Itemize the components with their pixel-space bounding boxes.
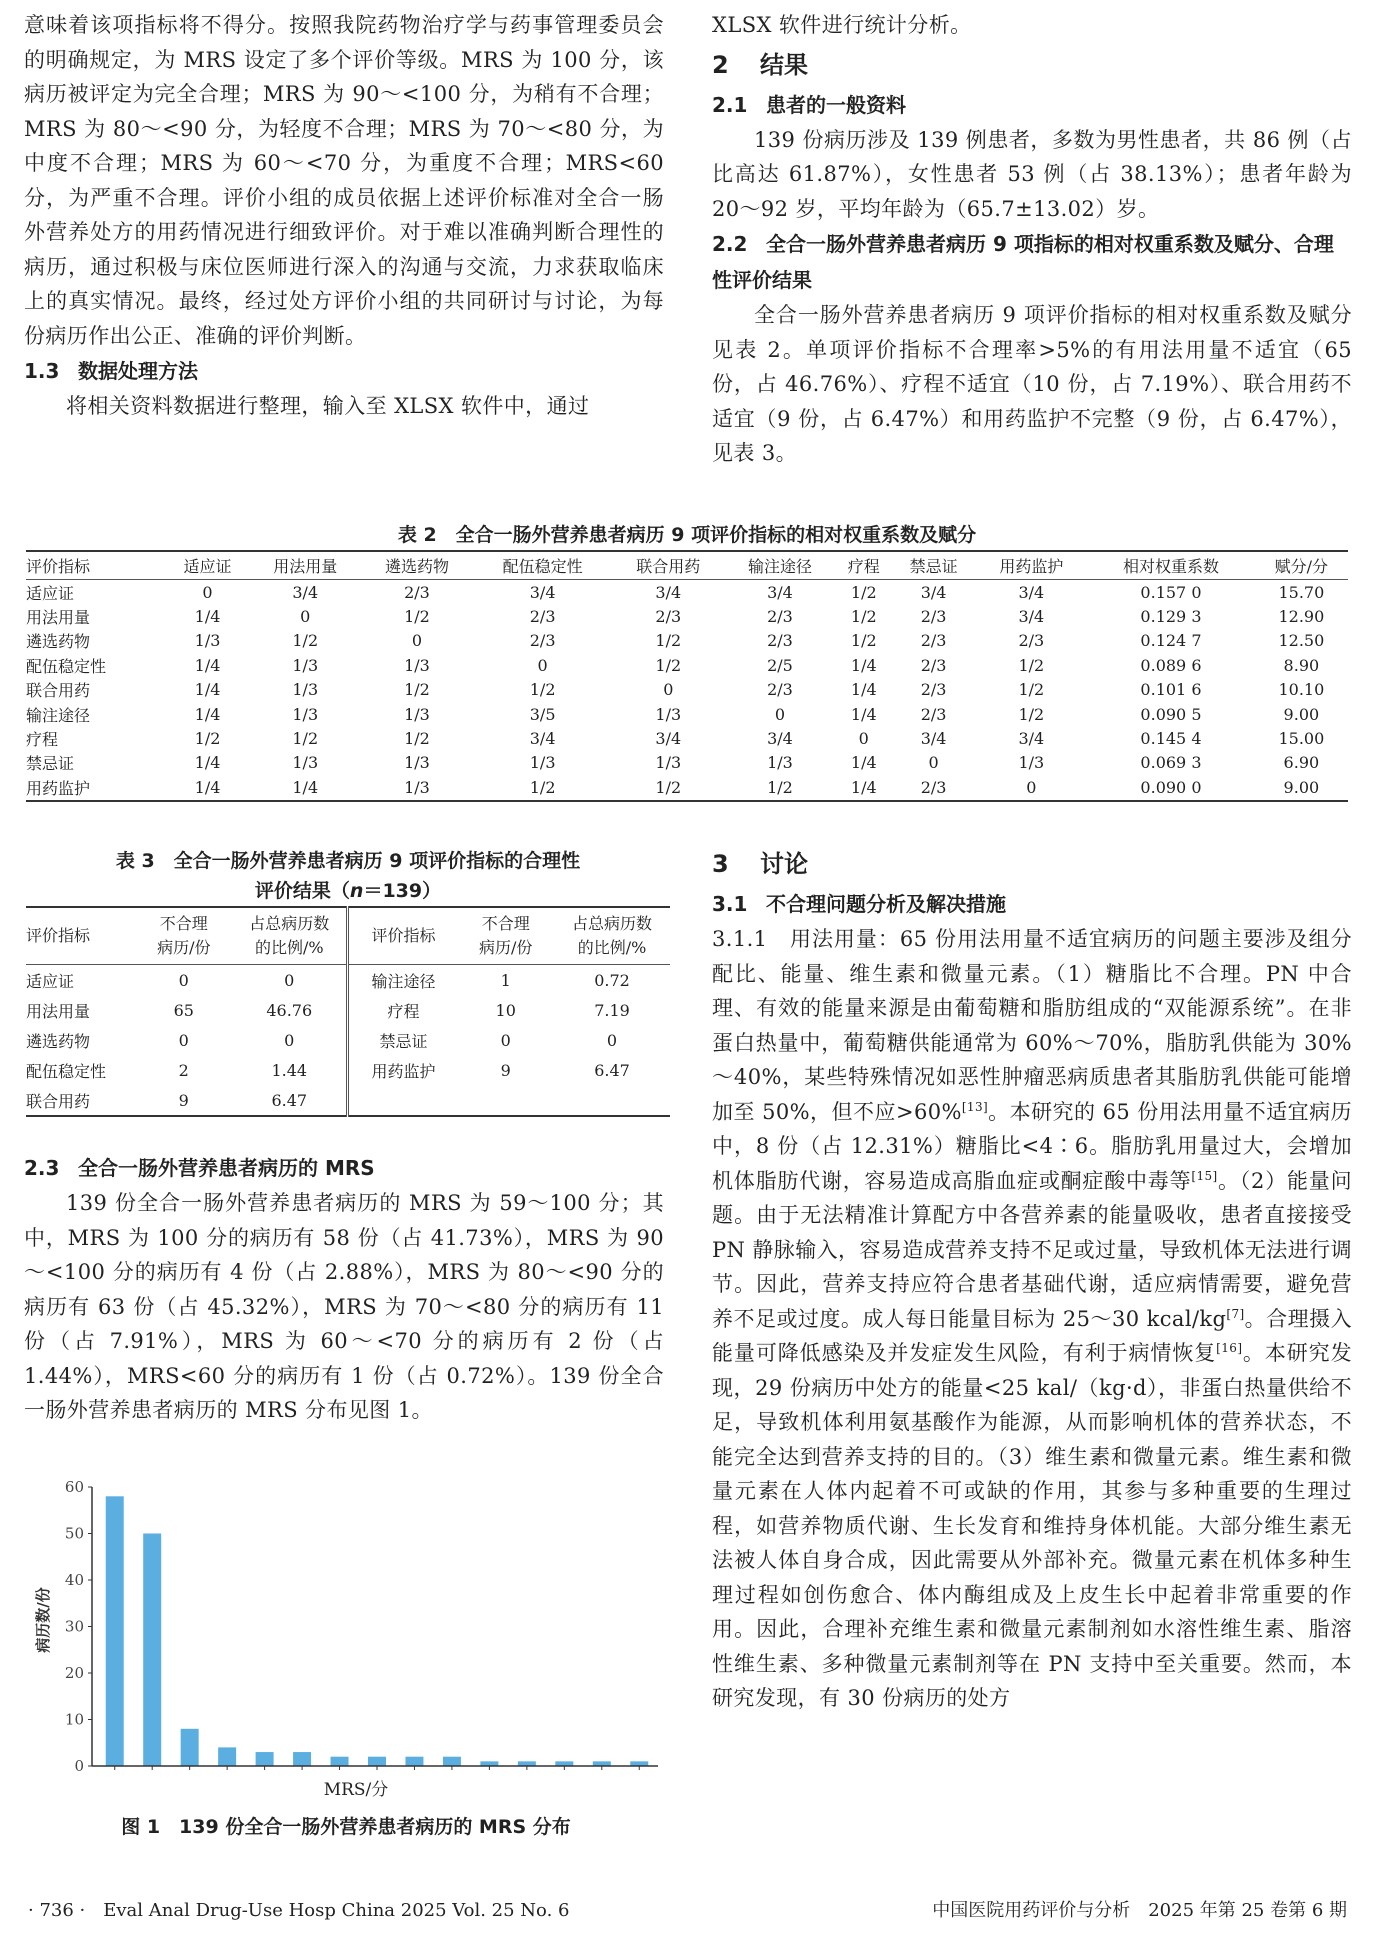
row-label: 配伍稳定性 [26, 1061, 107, 1081]
left-column [24, 8, 664, 424]
table-cell: 3/4 [767, 729, 793, 749]
table-cell: 3/4 [1018, 582, 1045, 602]
table-cell: 1/4 [850, 777, 877, 797]
bar [218, 1747, 236, 1766]
section-title: 全合一肠外营养患者病历 9 项指标的相对权重系数及赋分、合理性评价结果 [712, 232, 1334, 292]
header-count-line2: 病历/份 [479, 938, 533, 957]
section-3-1-heading [712, 886, 1352, 922]
table-cell: 15.00 [1278, 729, 1325, 749]
table-row [26, 580, 1348, 605]
table-3-grid [26, 906, 670, 1117]
table-cell: 1/2 [529, 777, 556, 797]
table-cell: 1/4 [850, 655, 877, 675]
table-cell: 1/4 [194, 777, 221, 797]
table-cell: 1/4 [850, 704, 877, 724]
row-label: 遴选药物 [26, 1031, 91, 1051]
table-row [26, 653, 1348, 677]
section-3 [712, 842, 1352, 1716]
table-cell: 3/4 [767, 582, 793, 602]
section-title: 数据处理方法 [78, 359, 198, 383]
table-cell: 1/4 [850, 753, 877, 773]
table-3-caption-line1: 表 3 全合一肠外营养患者病历 9 项评价指标的合理性 [115, 850, 581, 872]
table-cell: 0.090 0 [1140, 777, 1202, 797]
table-2-header-cell: 相对权重系数 [1087, 551, 1255, 580]
row-label: 配伍稳定性 [26, 656, 107, 676]
y-tick-label: 40 [64, 1571, 84, 1589]
table-cell: 1/4 [194, 680, 221, 700]
section-title: 讨论 [760, 850, 808, 878]
table-2-header-cell: 赋分/分 [1255, 551, 1348, 580]
table-cell: 1/4 [194, 655, 221, 675]
table-cell: 2/3 [767, 631, 793, 651]
count-cell: 1 [500, 970, 511, 990]
table-2 [26, 520, 1348, 802]
section-title: 结果 [760, 50, 808, 79]
percent-cell: 6.47 [594, 1060, 630, 1080]
table-2-header-cell: 用药监护 [975, 551, 1087, 580]
table-cell: 0.090 5 [1140, 704, 1202, 724]
header-count [135, 907, 232, 965]
table-row [26, 702, 1348, 726]
bar [143, 1534, 161, 1767]
table-row [26, 775, 1348, 800]
header-indicator: 评价指标 [26, 907, 135, 965]
table-2-body [26, 580, 1348, 801]
y-tick-label: 0 [74, 1757, 84, 1775]
table-cell: 0 [774, 704, 786, 724]
table-cell: 2/3 [920, 655, 947, 675]
count-cell: 2 [178, 1060, 189, 1080]
count-cell: 9 [500, 1060, 511, 1080]
section-number: 2.1 [712, 92, 748, 117]
text-run: 。（2）能量问题。由于无法精准计算配方中各营养素的能量吸收，患者直接接受 PN 静脉输入，容易造成营养支持不足或过量，导致机体无法进行调节。因此，营养支持应符合患者基础代谢，适应病情需要，避免营养不足或过度。成人每日能量目标为 25～30 kcal/kg [712, 1168, 1352, 1331]
percent-cell: 0.72 [594, 970, 630, 990]
bar [405, 1757, 423, 1766]
paragraph-continued: XLSX 软件进行统计分析。 [712, 13, 972, 37]
bar-chart [26, 1470, 686, 1775]
percent-cell: 1.44 [271, 1060, 308, 1080]
row-label: 用法用量 [26, 1001, 91, 1021]
table-cell: 1/2 [655, 655, 682, 675]
table-cell: 1/2 [404, 607, 430, 627]
table-cell: 12.50 [1278, 631, 1325, 651]
count-cell: 0 [500, 1030, 511, 1050]
bar [106, 1496, 124, 1766]
table-3-body [26, 965, 670, 1117]
table-cell: 8.90 [1283, 655, 1320, 675]
row-label: 疗程 [348, 995, 457, 1025]
table-cell: 0 [1026, 777, 1037, 797]
table-2-header-row [26, 551, 1348, 580]
section-number: 3.1 [712, 892, 748, 916]
table-row [26, 678, 1348, 702]
x-axis-label: MRS/分 [323, 1780, 389, 1800]
table-2-caption: 表 2 全合一肠外营养患者病历 9 项评价指标的相对权重系数及赋分 [397, 524, 977, 546]
table-cell: 0.124 7 [1140, 631, 1202, 651]
row-label [348, 1085, 457, 1116]
table-row [26, 965, 670, 996]
table-cell: 2/3 [767, 680, 793, 700]
table-cell: 1/3 [1018, 753, 1045, 773]
table-cell: 1/3 [655, 753, 682, 773]
table-2-header-cell: 配伍稳定性 [473, 551, 613, 580]
table-cell: 12.90 [1278, 607, 1325, 627]
table-3-header-row [26, 907, 670, 965]
table-2-header-cell: 用法用量 [249, 551, 361, 580]
table-row [26, 629, 1348, 653]
section-3-heading [712, 844, 1352, 884]
table-cell: 15.70 [1278, 582, 1325, 602]
percent-cell: 0 [606, 1030, 618, 1050]
table-cell: 1/2 [292, 631, 319, 651]
right-column-upper [712, 8, 1352, 471]
section-2-2-heading [712, 226, 1352, 298]
table-cell: 9.00 [1283, 777, 1320, 797]
table-cell: 1/2 [292, 729, 319, 749]
table-cell: 3/4 [655, 729, 682, 749]
citation-7[interactable]: [7] [1226, 1306, 1245, 1321]
table-cell: 1/2 [850, 582, 877, 602]
bars [106, 1496, 649, 1766]
table-cell: 1/2 [655, 631, 682, 651]
table-cell: 0 [928, 753, 939, 773]
section-title: 全合一肠外营养患者病历的 MRS [78, 1156, 375, 1180]
percent-cell: 46.76 [266, 1000, 313, 1020]
bar [443, 1757, 461, 1766]
header-pct [232, 907, 348, 965]
table-cell: 1/4 [194, 704, 221, 724]
table-cell: 0 [537, 655, 548, 675]
table-cell: 2/3 [920, 777, 947, 797]
table-cell: 3/4 [920, 582, 947, 602]
footer-right: 中国医院用药评价与分析 2025 年第 25 卷第 6 期 [932, 1900, 1347, 1921]
row-label: 禁忌证 [26, 754, 75, 774]
text-run: 。本研究的 65 份用法用量不适宜病历中，8 份（占 12.31%）糖脂比<4∶6。脂肪乳用量过大，会增加机体脂肪代谢，容易造成高脂血症或酮症酸中毒等 [712, 1099, 1352, 1193]
header-pct-line2: 的比例/% [577, 938, 647, 957]
row-label: 用药监护 [348, 1055, 457, 1085]
table-cell: 1/2 [1018, 680, 1045, 700]
table-cell: 1/3 [404, 655, 430, 675]
table-cell: 3/5 [529, 704, 556, 724]
table-cell: 2/3 [920, 631, 947, 651]
paragraph-data-processing: 将相关资料数据进行整理，输入至 XLSX 软件中，通过 [66, 394, 590, 418]
header-pct-line1: 占总病历数 [572, 914, 653, 933]
header-count-right [457, 907, 554, 965]
table-cell: 0.069 3 [1140, 753, 1202, 773]
citation-16[interactable]: [16] [1216, 1341, 1243, 1355]
table-row [26, 751, 1348, 775]
y-tick-label: 20 [64, 1664, 84, 1682]
section-number: 2 [712, 50, 729, 79]
table-cell: 0 [202, 582, 213, 602]
header-count-line1: 不合理 [481, 914, 530, 933]
table-cell: 2/3 [920, 607, 947, 627]
x-axis [92, 1766, 658, 1775]
table-cell: 3/4 [1018, 607, 1045, 627]
paragraph-weights-results: 全合一肠外营养患者病历 9 项评价指标的相对权重系数及赋分见表 2。单项评价指标不合理率>5%的有用法用量不适宜（65 份，占 46.76%）、疗程不适宜（10 份，占 7.19%）、联合用药不适宜（9 份，占 6.47%）和用药监护不完整（9 份，占 6.47%），见表 3。 [712, 303, 1352, 465]
table-cell: 0.145 4 [1140, 729, 1202, 749]
table-2-grid [26, 550, 1348, 802]
table-cell: 0 [858, 729, 869, 749]
section-number: 1.3 [24, 359, 60, 383]
paragraph-patient-info: 139 份病历涉及 139 例患者，多数为男性患者，共 86 例（占比高达 61.87%），女性患者 53 例（占 38.13%）；患者年龄为 20～92 岁，平均年龄为（65.7±13.02）岁。 [712, 127, 1352, 221]
table-row [26, 604, 1348, 628]
table-2-header-cell: 适应证 [166, 551, 250, 580]
header-pct-line1: 占总病历数 [249, 914, 330, 933]
figure-caption: 图 1 139 份全合一肠外营养患者病历的 MRS 分布 [121, 1816, 571, 1838]
table-cell: 10.10 [1278, 680, 1325, 700]
section-2-3 [24, 1150, 664, 1428]
bar [331, 1757, 349, 1766]
table-row [26, 1055, 670, 1085]
table-2-header-cell: 联合用药 [612, 551, 724, 580]
paragraph-dosage-discussion [712, 922, 1352, 1716]
table-cell: 1/3 [404, 753, 430, 773]
row-label: 联合用药 [26, 681, 91, 701]
text-run: 。合理摄入能量可降低感染及并发症发生风险，有利于病情恢复 [712, 1306, 1352, 1365]
table-cell: 2/3 [529, 607, 556, 627]
caption-suffix: ＝139） [363, 880, 442, 902]
table-cell: 1/4 [292, 777, 319, 797]
table-cell: 1/2 [850, 631, 877, 651]
table-row [26, 1085, 670, 1116]
row-label: 输注途径 [348, 965, 457, 996]
table-2-header-cell: 疗程 [836, 551, 892, 580]
count-cell: 9 [178, 1090, 189, 1110]
table-cell: 2/3 [529, 631, 556, 651]
table-cell: 2/5 [767, 655, 793, 675]
bar [368, 1757, 386, 1766]
count-cell: 0 [178, 1030, 189, 1050]
section-2-1-heading [712, 87, 1352, 123]
text-run: 3.1.1 用法用量：65 份用法用量不适宜病历的问题主要涉及组分配比、能量、维生素和微量元素。（1）糖脂比不合理。PN 中合理、有效的能量来源是由葡萄糖和脂肪组成的“双能源系统”。在非蛋白热量中，葡萄糖供能通常为 60%～70%，脂肪乳供能为 30%～40%，某些特殊情况如恶性肿瘤恶病质患者其脂肪乳供能可能增加至 50%，但不应>60% [712, 927, 1352, 1124]
bar [181, 1729, 199, 1766]
table-cell: 2/3 [920, 680, 947, 700]
table-cell: 1/3 [292, 753, 319, 773]
table-cell: 1/2 [404, 729, 430, 749]
row-label: 用法用量 [26, 608, 91, 628]
table-row [26, 995, 670, 1025]
table-cell: 2/3 [404, 582, 430, 602]
table-cell: 1/3 [767, 753, 793, 773]
table-cell: 1/2 [194, 729, 221, 749]
count-cell: 65 [173, 1000, 194, 1020]
table-cell: 3/4 [920, 729, 947, 749]
table-cell: 0 [300, 607, 311, 627]
paragraph-mrs-grading: 意味着该项指标将不得分。按照我院药物治疗学与药事管理委员会的明确规定，为 MRS 设定了多个评价等级。MRS 为 100 分，该病历被评定为完全合理；MRS 为 90～<100 分，为稍有不合理；MRS 为 80～<90 分，为轻度不合理；MRS 为 70～<80 分，为中度不合理；MRS 为 60～<70 分，为重度不合理；MRS<60 分，为严重不合理。评价小组的成员依据上述评价标准对全合一肠外营养处方的用药情况进行细致评价。对于难以准确判断合理性的病历，通过积极与床位医师进行深入的沟通与交流，力求获取临床上的真实情况。最终，经过处方评价小组的共同研讨与讨论，为每份病历作出公正、准确的评价判断。 [24, 13, 664, 348]
percent-cell: 7.19 [594, 1000, 630, 1020]
table-cell: 1/3 [404, 777, 430, 797]
section-2-heading [712, 45, 1352, 85]
table-cell: 1/2 [767, 777, 793, 797]
table-cell: 3/4 [529, 729, 556, 749]
text-run: 。本研究发现，29 份病历中处方的能量<25 kal/（kg·d），非蛋白热量供给不足，导致机体利用氨基酸作为能源，从而影响机体的营养状态，不能完全达到营养支持的目的。（3）维生素和微量元素。维生素和微量元素在人体内起着不可或缺的作用，其参与多种重要的生理过程，如营养物质代谢、生长发育和维持身体机能。大部分维生素无法被人体自身合成，因此需要从外部补充。微量元素在机体多种生理过程如创伤愈合、体内酶组成及上皮生长中起着非常重要的作用。因此，合理补充维生素和微量元素制剂如水溶性维生素、脂溶性维生素、多种微量元素制剂等在 PN 支持中至关重要。然而，本研究发现，有 30 份病历的处方 [712, 1341, 1353, 1710]
table-cell: 6.90 [1283, 753, 1320, 773]
table-cell: 1/3 [292, 680, 319, 700]
row-label: 遴选药物 [26, 632, 91, 652]
table-2-header-cell: 输注途径 [724, 551, 836, 580]
y-tick-label: 10 [64, 1710, 84, 1729]
section-title: 患者的一般资料 [766, 92, 906, 117]
count-cell: 0 [178, 970, 189, 990]
percent-cell: 0 [284, 970, 295, 990]
footer-left: · 736 · Eval Anal Drug-Use Hosp China 2025 Vol. 25 No. 6 [28, 1900, 570, 1921]
table-cell: 1/3 [655, 704, 682, 724]
table-cell: 1/3 [529, 753, 556, 773]
bar [256, 1752, 274, 1766]
caption-n: n [349, 880, 364, 902]
citation-15[interactable]: [15] [1191, 1168, 1218, 1183]
header-indicator-right: 评价指标 [348, 907, 457, 965]
table-3-caption-line2 [26, 876, 670, 906]
row-label: 用药监护 [26, 778, 91, 798]
table-2-header-cell: 遴选药物 [361, 551, 473, 580]
section-2-3-heading [24, 1150, 664, 1186]
row-label: 适应证 [26, 971, 75, 991]
table-cell: 9.00 [1283, 704, 1320, 724]
table-cell: 1/2 [1018, 655, 1045, 675]
table-cell: 1/2 [529, 680, 556, 700]
table-cell: 1/3 [292, 655, 319, 675]
row-label: 疗程 [26, 730, 59, 750]
table-row [26, 1025, 670, 1055]
table-cell: 1/2 [1018, 704, 1045, 724]
table-cell: 2/3 [1018, 631, 1045, 651]
header-count-line1: 不合理 [159, 914, 208, 933]
header-pct-line2: 的比例/% [254, 938, 324, 957]
table-cell: 1/3 [194, 631, 221, 651]
y-tick-label: 30 [64, 1617, 84, 1636]
table-cell: 0.157 0 [1140, 582, 1202, 602]
count-cell [457, 1085, 554, 1116]
table-3 [26, 846, 670, 1117]
section-title: 不合理问题分析及解决措施 [766, 892, 1006, 916]
table-cell: 1/2 [404, 680, 430, 700]
table-cell: 1/3 [292, 704, 319, 724]
table-2-header-cell: 禁忌证 [892, 551, 976, 580]
table-cell: 1/4 [850, 680, 877, 700]
table-cell: 2/3 [767, 607, 793, 627]
count-cell: 10 [495, 1000, 516, 1020]
table-row [26, 726, 1348, 750]
table-cell: 3/4 [529, 582, 556, 602]
header-pct-right [554, 907, 670, 965]
table-cell: 3/4 [1018, 729, 1045, 749]
table-cell: 0 [411, 631, 423, 651]
table-cell: 2/3 [920, 704, 947, 724]
table-2-header-cell: 评价指标 [26, 551, 166, 580]
table-cell: 1/2 [850, 607, 877, 627]
header-count-line2: 病历/份 [157, 938, 211, 957]
table-cell: 1/3 [404, 704, 430, 724]
table-cell: 0.129 3 [1140, 607, 1202, 627]
table-cell: 1/4 [194, 753, 221, 773]
table-cell: 0.089 6 [1140, 655, 1202, 675]
y-tick-label: 50 [64, 1524, 84, 1543]
section-number: 2.2 [712, 232, 748, 256]
section-number: 2.3 [24, 1156, 60, 1180]
percent-cell: 0 [284, 1030, 295, 1050]
y-tick-label: 60 [64, 1478, 84, 1496]
row-label: 适应证 [26, 583, 75, 603]
table-cell: 3/4 [292, 582, 319, 602]
table-cell: 0 [663, 680, 674, 700]
row-label: 输注途径 [26, 705, 91, 725]
row-label: 联合用药 [26, 1091, 91, 1111]
figure-1-chart [26, 1470, 666, 1800]
caption-prefix: 评价结果（ [254, 880, 350, 902]
paragraph-mrs-distribution: 139 份全合一肠外营养患者病历的 MRS 为 59～100 分；其中，MRS 为 100 分的病历有 58 份（占 41.73%），MRS 为 90～<100 分的病历有 4 份（占 2.88%），MRS 为 80～<90 分的病历有 63 份（占 45.32%），MRS 为 70～<80 分的病历有 11 份（占 7.91%），MRS 为 60～<70 分的病历有 2 份（占 1.44%），MRS<60 分的病历有 1 份（占 0.72%）。139 份全合一肠外营养患者病历的 MRS 分布见图 1。 [24, 1191, 664, 1422]
table-cell: 1/2 [655, 777, 682, 797]
percent-cell [554, 1085, 670, 1116]
table-cell: 3/4 [655, 582, 682, 602]
section-1-3-heading [24, 353, 664, 389]
bar [293, 1752, 311, 1766]
table-cell: 2/3 [655, 607, 682, 627]
y-axis [65, 1478, 92, 1775]
percent-cell: 6.47 [271, 1090, 308, 1110]
table-cell: 0.101 6 [1140, 680, 1202, 700]
row-label: 禁忌证 [348, 1025, 457, 1055]
y-axis-label: 病历数/份 [34, 1587, 52, 1653]
table-cell: 1/4 [194, 607, 221, 627]
section-number: 3 [712, 850, 729, 878]
citation-13[interactable]: [13] [961, 1099, 989, 1114]
